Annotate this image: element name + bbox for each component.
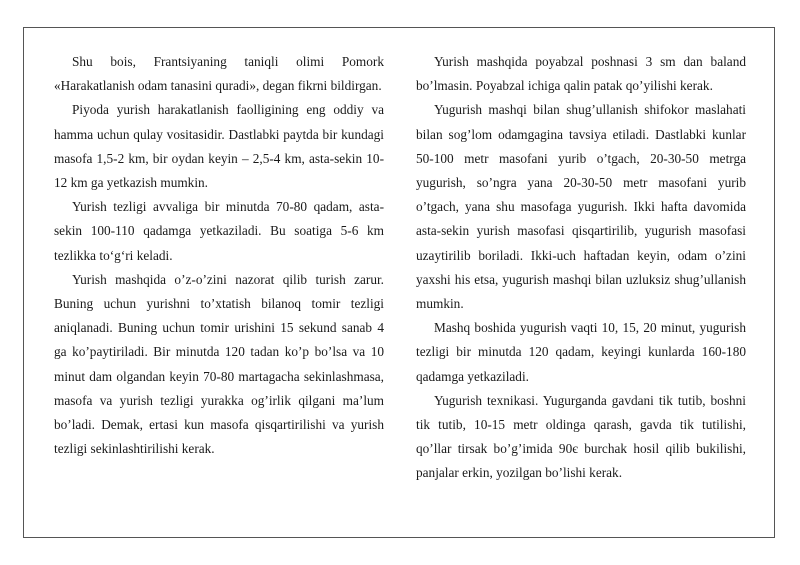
paragraph: Yurish mashqida o’z-o’zini nazorat qilib turish zarur. Buning uchun yurishni to’xtatish bilanoq tomir tezligi aniqlanadi. Buning uchun tomir urishini 15 sekund sanab 4 ga ko’paytiriladi. Bir minutda 120 tadan ko’p bo’lsa va 10 minut dam olgandan keyin 70-80 martagacha sekinlashmasa, masofa va yurish tezligi yurakka og’irlik qilgani ma’lum bo’ladi. Demak, ertasi kun masofa qisqartirilishi va yurish tezligi sekinlashtirilishi kerak. xyxy=(54,271,384,457)
paragraph: Yurish mashqida poyabzal poshnasi 3 sm dan baland bo’lmasin. Poyabzal ichiga qalin patak qo’yilishi kerak. xyxy=(416,54,746,94)
paragraph: Yugurish mashqi bilan shug’ullanish shifokor maslahati bilan sog’lom odamgagina tavsiya etiladi. Dastlabki kunlar 50-100 metr masofani yurib o’tgach, 20-30-50 metrga yugurish, so’ngra yana 20-30-50 metr masofani yurib o’tgach, yana shu masofaga yugurish. Ikki hafta davomida asta-sekin yurish masofasi qisqartirilib, yugurish masofasi uzaytirilib boriladi. Ikki-uch haftadan keyin, odam o’zini yaxshi his etsa, yugurish mashqi bilan uzluksiz shug’ullanish mumkin. xyxy=(416,102,746,312)
paragraph: Shu bois, Frantsiyaning taniqli olimi Pomork «Harakatlanish odam tanasini quradi», degan fikrni bildirgan. xyxy=(54,54,384,94)
paragraph: Yurish tezligi avvaliga bir minutda 70-80 qadam, asta-sekin 100-110 qadamga yetkaziladi. Bu soatiga 5-6 km tezlikka to‘g‘ri keladi. xyxy=(54,199,384,263)
left-column xyxy=(54,50,384,461)
right-column xyxy=(416,50,746,486)
paragraph: Piyoda yurish harakatlanish faolligining eng oddiy va hamma uchun qulay vositasidir. Dastlabki paytda bir kundagi masofa 1,5-2 km, bir oydan keyin – 2,5-4 km, asta-sekin 10-12 km ga yetkazish mumkin. xyxy=(54,102,384,191)
paragraph: Yugurish texnikasi. Yugurganda gavdani tik tutib, boshni tik tutib, 10-15 metr oldinga qarash, gavda tik tutilishi, qo’llar tirsak bo’g’imida 90є burchak hosil qilib bukilishi, panjalar erkin, yozilgan bo’lishi kerak. xyxy=(416,392,746,481)
page-frame xyxy=(23,27,775,538)
paragraph: Mashq boshida yugurish vaqti 10, 15, 20 minut, yugurish tezligi bir minutda 120 qadam, keyingi kunlarda 160-180 qadamga yetkaziladi. xyxy=(416,320,746,384)
